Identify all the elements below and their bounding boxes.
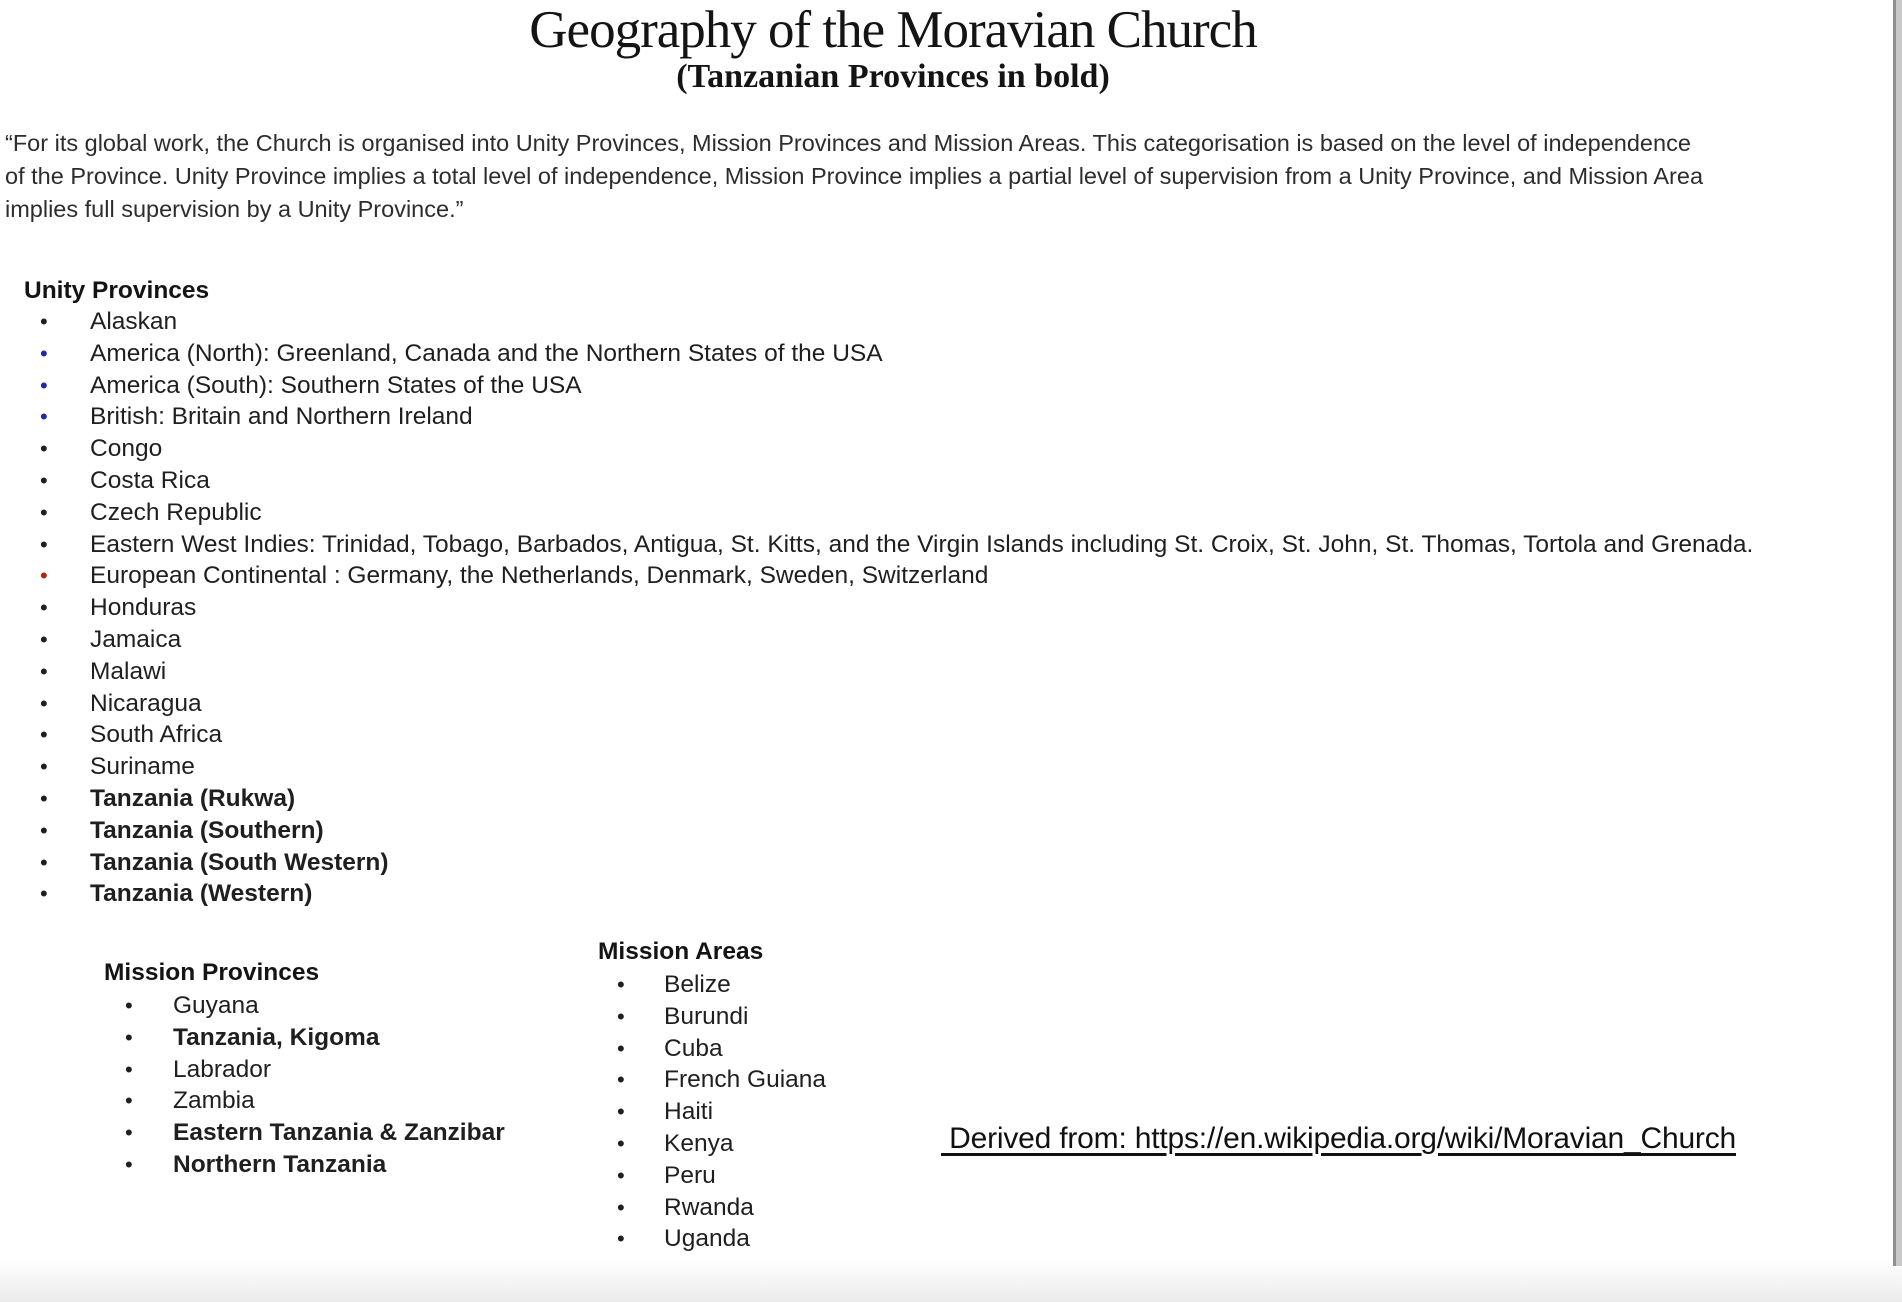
list-item-label: South Africa: [90, 721, 223, 749]
bullet-icon: •: [40, 499, 48, 525]
list-item-label: Tanzania (Southern): [90, 816, 324, 844]
list-item: [104, 1085, 505, 1117]
list-item: [0, 433, 1753, 465]
bullet-icon: •: [40, 658, 48, 684]
list-item: [0, 624, 1753, 656]
list-item-label: America (North): Greenland, Canada and the Northern States of the USA: [90, 339, 883, 367]
bullet-icon: •: [40, 817, 48, 843]
list-item: [0, 592, 1753, 624]
bullet-icon: •: [40, 340, 48, 366]
intro-line: implies full supervision by a Unity Province.”: [5, 196, 464, 222]
list-item-label: Rwanda: [664, 1193, 754, 1221]
list-item-label: America (South): Southern States of the USA: [90, 371, 582, 399]
list-item: [598, 1223, 826, 1255]
bullet-icon: •: [617, 1194, 625, 1220]
list-item-label: British: Britain and Northern Ireland: [90, 403, 473, 431]
list-item: [0, 370, 1753, 402]
list-item: [0, 815, 1753, 847]
page-subtitle: (Tanzanian Provinces in bold): [676, 58, 1110, 95]
bullet-icon: •: [125, 1056, 133, 1082]
list-item-label: Cuba: [664, 1034, 723, 1062]
bullet-icon: •: [40, 690, 48, 716]
bullet-icon: •: [617, 972, 625, 997]
list-item: [0, 783, 1753, 815]
list-item-label: Tanzania (Western): [90, 880, 313, 908]
list-item: [0, 497, 1753, 529]
intro-paragraph: [5, 127, 1703, 226]
list-item-label: Costa Rica: [90, 466, 210, 494]
mission-areas-heading: Mission Areas: [598, 938, 764, 965]
list-item-label: Uganda: [664, 1225, 750, 1253]
list-item: [0, 338, 1753, 370]
list-item-label: Tanzania (Rukwa): [90, 784, 296, 812]
bullet-icon: •: [617, 1003, 625, 1029]
list-item-label: Belize: [664, 971, 731, 998]
list-item-label: Labrador: [173, 1055, 272, 1083]
list-item: [0, 529, 1753, 561]
list-item-label: Honduras: [90, 594, 197, 622]
list-item: [104, 1054, 505, 1086]
bullet-icon: •: [40, 372, 48, 398]
list-item-label: Czech Republic: [90, 498, 262, 526]
bullet-icon: •: [40, 467, 48, 493]
list-item: [0, 306, 1753, 338]
list-item: [0, 847, 1753, 879]
page-right-edge: [1896, 0, 1902, 1266]
mission-provinces-list: [104, 990, 505, 1181]
mission-provinces-heading: Mission Provinces: [104, 959, 320, 986]
list-item: [598, 1192, 826, 1224]
list-item: [598, 1096, 826, 1128]
bullet-icon: •: [40, 626, 48, 652]
list-item: [0, 878, 1753, 910]
bullet-icon: •: [40, 785, 48, 811]
list-item: [104, 1117, 505, 1149]
page-bottom-fade: [0, 1258, 1902, 1302]
intro-line: “For its global work, the Church is organised into Unity Provinces, Mission Provinces and Mission Areas. This categorisation is based on the level of independence: [5, 130, 1691, 156]
list-item: [598, 1033, 826, 1065]
list-item-label: Tanzania, Kigoma: [173, 1023, 380, 1051]
list-item-label: Guyana: [173, 992, 259, 1019]
list-item: [104, 1022, 505, 1054]
bullet-icon: •: [40, 595, 48, 621]
list-item: [598, 969, 826, 1001]
bullet-icon: •: [40, 881, 48, 907]
list-item-label: Suriname: [90, 753, 195, 781]
list-item-label: Nicaragua: [90, 689, 202, 717]
bullet-icon: •: [40, 309, 48, 334]
bullet-icon: •: [617, 1162, 625, 1188]
intro-line: of the Province. Unity Province implies a total level of independence, Mission Province implies a partial level of supervision from a Unity Province, and Mission Area: [5, 163, 1704, 189]
list-item: [598, 1001, 826, 1033]
list-item-label: Northern Tanzania: [173, 1150, 387, 1178]
list-item: [0, 751, 1753, 783]
list-item: [0, 656, 1753, 688]
list-item-label: Zambia: [173, 1087, 255, 1115]
bullet-icon: •: [617, 1099, 625, 1125]
list-item: [598, 1064, 826, 1096]
bullet-icon: •: [125, 1088, 133, 1114]
list-item-label: Kenya: [664, 1129, 734, 1157]
mission-areas-list: [598, 969, 826, 1255]
list-item-label: Alaskan: [90, 308, 178, 335]
list-item-label: Eastern West Indies: Trinidad, Tobago, Barbados, Antigua, St. Kitts, and the Virgin Islands including St. Croix, St. John, St. Thomas, Tortola and Grenada.: [90, 530, 1754, 558]
list-item: [104, 990, 505, 1022]
bullet-icon: •: [40, 436, 48, 462]
list-item-label: Congo: [90, 435, 163, 463]
document-header: [0, 2, 1786, 96]
list-item-label: Tanzania (South Western): [90, 848, 389, 876]
list-item-label: Haiti: [664, 1098, 714, 1126]
bullet-icon: •: [617, 1035, 625, 1061]
list-item: [598, 1160, 826, 1192]
bullet-icon: •: [40, 722, 48, 748]
bullet-icon: •: [125, 993, 133, 1018]
list-item-label: European Continental : Germany, the Netherlands, Denmark, Sweden, Switzerland: [90, 562, 989, 590]
list-item: [0, 465, 1753, 497]
bullet-icon: •: [617, 1067, 625, 1093]
bullet-icon: •: [617, 1130, 625, 1156]
bullet-icon: •: [40, 404, 48, 430]
bullet-icon: •: [40, 849, 48, 875]
bullet-icon: •: [125, 1024, 133, 1050]
list-item-label: French Guiana: [664, 1066, 827, 1094]
list-item: [0, 688, 1753, 720]
list-item: [0, 719, 1753, 751]
list-item: [598, 1128, 826, 1160]
unity-provinces-heading: Unity Provinces: [24, 277, 210, 304]
bullet-icon: •: [125, 1120, 133, 1146]
page-title: Geography of the Moravian Church: [529, 1, 1257, 59]
list-item-label: Jamaica: [90, 625, 182, 653]
list-item: [0, 401, 1753, 433]
list-item-label: Malawi: [90, 657, 167, 685]
bullet-icon: •: [40, 531, 48, 557]
list-item: [0, 560, 1753, 592]
bullet-icon: •: [617, 1226, 625, 1252]
list-item-label: Burundi: [664, 1002, 749, 1030]
unity-provinces-list: [0, 306, 1753, 910]
list-item-label: Peru: [664, 1161, 716, 1189]
source-link[interactable]: Derived from: https://en.wikipedia.org/wiki/Moravian_Church: [941, 1122, 1736, 1155]
bullet-icon: •: [125, 1151, 133, 1177]
bullet-icon: •: [40, 563, 48, 589]
list-item: [104, 1149, 505, 1181]
bullet-icon: •: [40, 754, 48, 780]
list-item-label: Eastern Tanzania & Zanzibar: [173, 1119, 505, 1147]
